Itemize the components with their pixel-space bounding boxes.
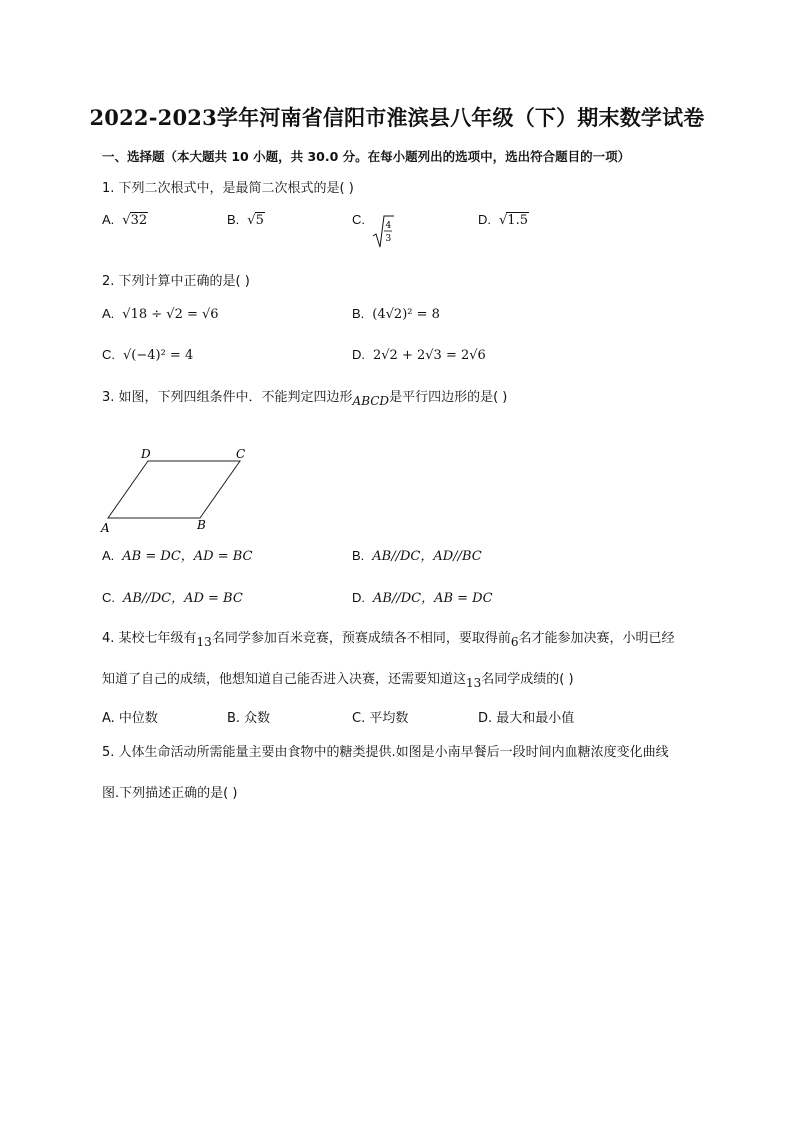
option-letter: D. bbox=[352, 590, 365, 605]
option-letter: B. bbox=[352, 306, 365, 321]
q3-b-expression: AB//DC，AD//BC bbox=[372, 549, 482, 564]
q1-option-b: B. √5 bbox=[227, 212, 264, 228]
q1-option-a: A. √32 bbox=[102, 212, 148, 228]
question-2-stem: 2. 下列计算中正确的是( ) bbox=[102, 274, 250, 289]
q2-a-expression: √18 ÷ √2 = √6 bbox=[122, 307, 219, 322]
q3-c-expression: AB//DC，AD = BC bbox=[123, 591, 243, 606]
option-letter: A. bbox=[102, 212, 115, 227]
option-letter: B. bbox=[227, 212, 240, 227]
parallelogram-figure bbox=[100, 444, 260, 540]
vertex-label-a: A bbox=[101, 521, 110, 535]
page-title: 2022-2023学年河南省信阳市淮滨县八年级（下）期末数学试卷 bbox=[89, 105, 705, 130]
option-letter: A. bbox=[102, 306, 115, 321]
q3-option-d bbox=[352, 587, 493, 606]
question-4-line-1: 4. 某校七年级有13名同学参加百米竞赛，预赛成绩各不相同，要取得前6名才能参加决赛，小明已经 bbox=[102, 631, 675, 649]
option-letter: C. bbox=[352, 212, 365, 227]
q3-option-a bbox=[102, 545, 252, 564]
q2-option-d bbox=[352, 347, 486, 363]
q2-c-expression: √(−4)² = 4 bbox=[123, 348, 194, 363]
question-5-line-1: 5. 人体生命活动所需能量主要由食物中的糖类提供.如图是小南早餐后一段时间内血糖浓度变化曲线 bbox=[102, 745, 669, 760]
option-letter: C. bbox=[102, 347, 115, 362]
q1-b-radicand: 5 bbox=[255, 213, 264, 228]
q4-option-a: A. 中位数 bbox=[102, 711, 158, 726]
q2-option-a bbox=[102, 306, 219, 322]
q2-option-c bbox=[102, 347, 193, 363]
q2-option-b bbox=[352, 306, 440, 322]
q4-option-b: B. 众数 bbox=[227, 711, 271, 726]
option-letter: C. bbox=[102, 590, 115, 605]
section-heading: 一、选择题（本大题共 10 小题，共 30.0 分。在每小题列出的选项中，选出符合题目的一项） bbox=[102, 149, 631, 164]
quadrilateral-name: ABCD bbox=[352, 394, 390, 408]
q2-b-expression: (4√2)² = 8 bbox=[372, 307, 440, 322]
q1-c-denominator: 3 bbox=[385, 234, 392, 244]
q3-option-c bbox=[102, 587, 243, 606]
option-letter: D. bbox=[352, 347, 365, 362]
question-3-stem: 3. 如图，下列四组条件中．不能判定四边形ABCD是平行四边形的是( ) bbox=[102, 390, 508, 408]
question-4-line-2: 知道了自己的成绩，他想知道自己能否进入决赛，还需要知道这13名同学成绩的( ) bbox=[102, 672, 574, 690]
q4-option-c: C. 平均数 bbox=[352, 711, 409, 726]
q4-option-d: D. 最大和最小值 bbox=[478, 711, 575, 726]
q3-option-b bbox=[352, 545, 482, 564]
option-letter: A. bbox=[102, 548, 115, 563]
q1-c-fraction-root bbox=[371, 214, 395, 254]
q1-option-c bbox=[352, 212, 373, 228]
q1-d-radicand: 1.5 bbox=[507, 213, 528, 228]
vertex-label-b: B bbox=[197, 518, 206, 532]
option-letter: B. bbox=[352, 548, 365, 563]
vertex-label-c: C bbox=[236, 447, 246, 461]
option-letter: D. bbox=[478, 212, 491, 227]
q1-c-numerator: 4 bbox=[385, 221, 392, 231]
q1-option-d: D. √1.5 bbox=[478, 212, 528, 228]
q2-d-expression: 2√2 + 2√3 = 2√6 bbox=[373, 348, 486, 363]
question-1-stem: 1. 下列二次根式中，是最简二次根式的是( ) bbox=[102, 181, 354, 196]
vertex-label-d: D bbox=[141, 447, 151, 461]
question-5-line-2: 图.下列描述正确的是( ) bbox=[102, 786, 238, 801]
q3-a-expression: AB = DC，AD = BC bbox=[122, 549, 253, 564]
q1-a-radicand: 32 bbox=[130, 213, 148, 228]
q3-d-expression: AB//DC，AB = DC bbox=[373, 591, 493, 606]
